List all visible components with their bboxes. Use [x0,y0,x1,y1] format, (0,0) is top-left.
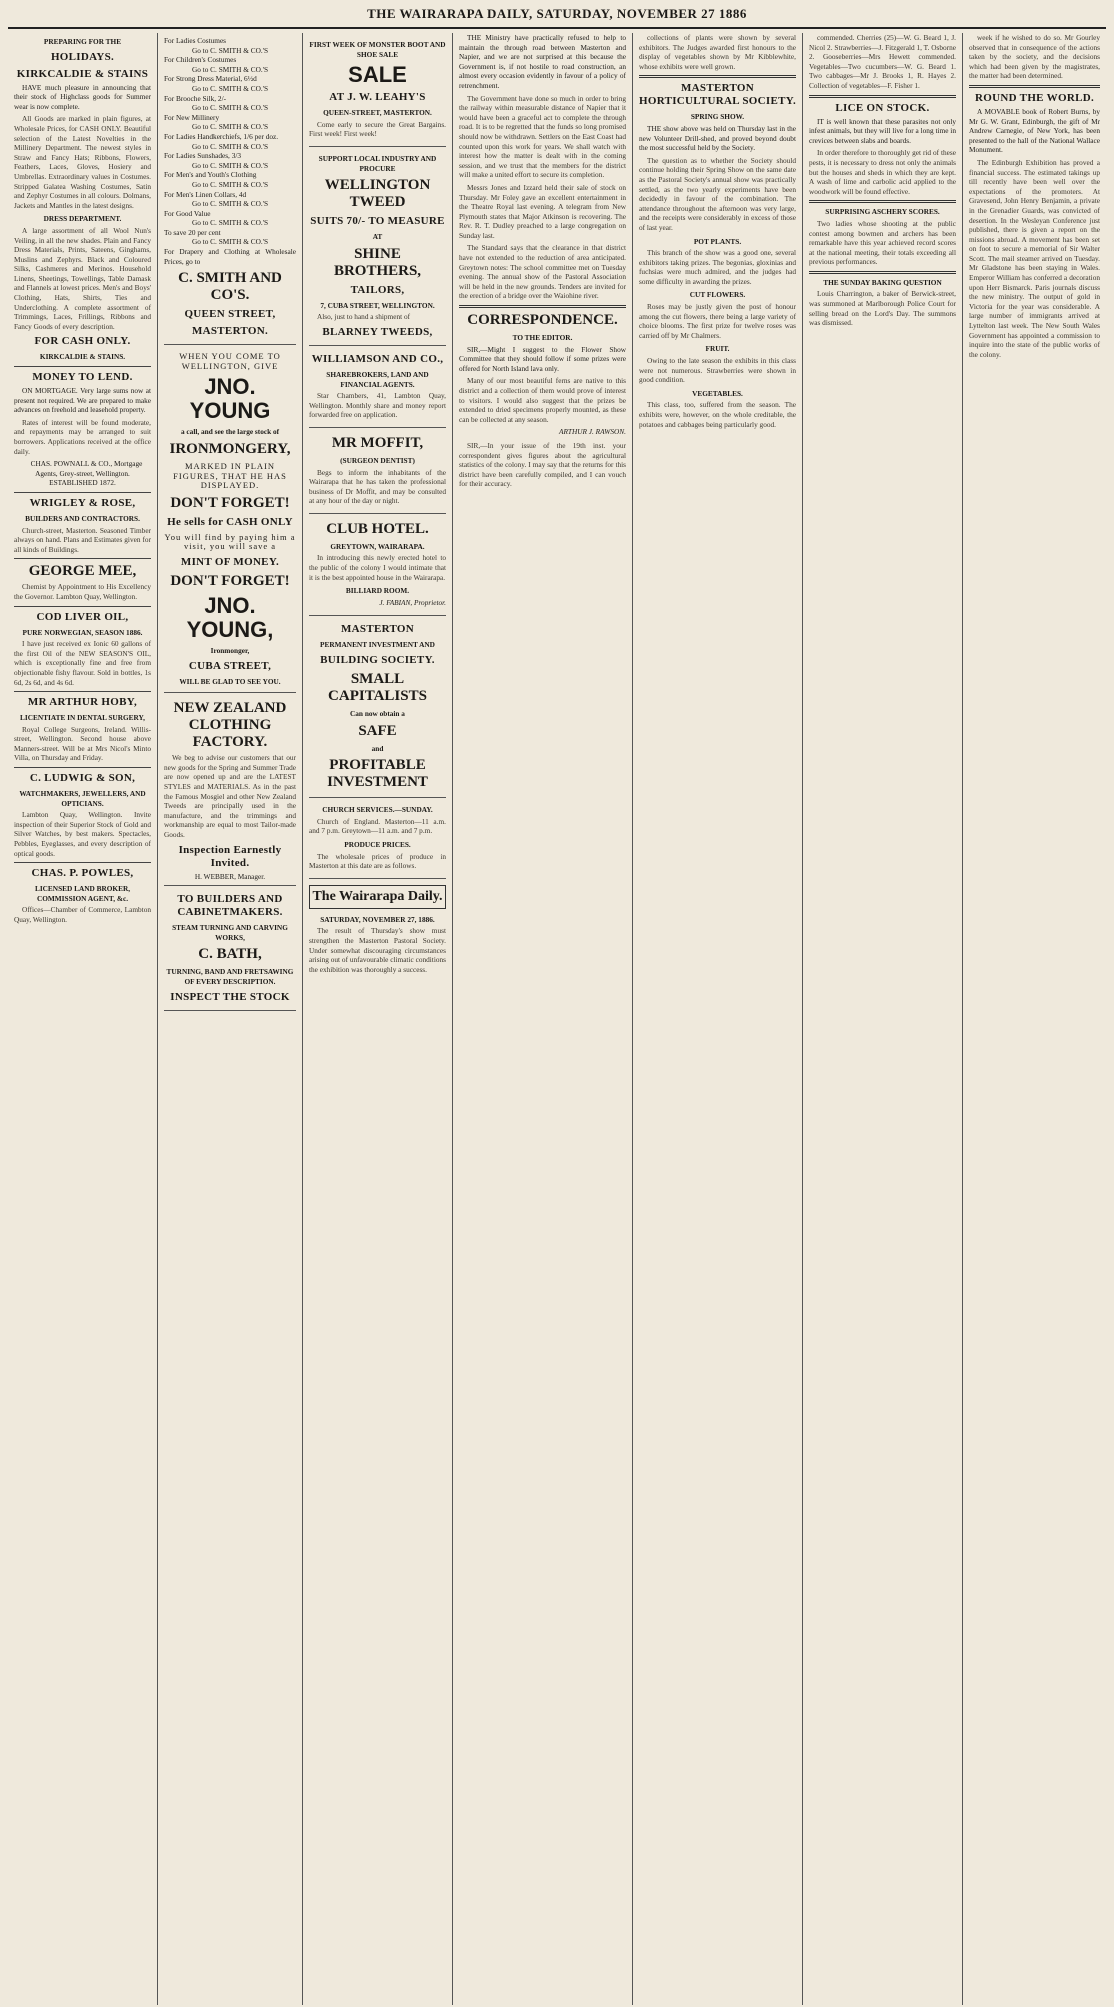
ad-goto: Go to C. SMITH & CO.'S [191,160,269,170]
kirkcaldie-intro: HAVE much pleasure in announcing that their stock of Highclass goods for Summer wear is now complete. [14,82,151,111]
page-title: THE WAIRARAPA DAILY, SATURDAY, NOVEMBER 27 1886 [367,6,747,21]
csmith-heading: C. SMITH AND CO'S. [178,270,282,304]
spring-show-heading: SPRING SHOW. [690,112,745,122]
pownall-agents: CHAS. POWNALL & CO., Mortgage Agents, Grey-street, Wellington. ESTABLISHED 1872. [30,459,143,488]
williamson-ad [309,346,446,428]
ad-goto: Go to C. SMITH & CO.'S [191,122,269,132]
column-5 [633,33,803,2005]
filler-text: Also, just to hand a shipment of [317,312,411,322]
filler-text: Church of England. Masterton—11 a.m. and 7 p.m. Greytown—11 a.m. and 7 p.m. [309,816,446,836]
ironmonger-line: Ironmonger, [210,646,250,655]
round-world-heading: ROUND THE WORLD. [975,91,1094,104]
ludwig-sub: WATCHMAKERS, JEWELLERS, AND OPTICIANS. [19,789,146,808]
cash-only-line: He sells for CASH ONLY [167,515,293,528]
filler-text: Star Chambers, 41, Lambton Quay, Wellington. Monthly share and money report forwarded free on application. [309,391,446,420]
ad-line: For Ladies Handkerchiefs, 1/6 per doz. [164,131,279,141]
surgeon-line: (SURGEON DENTIST) [340,455,415,465]
ad-line: For Strong Dress Material, 6½d [164,74,257,84]
filler-text: Church-street, Masterton. Seasoned Timber always on hand. Plans and Estimates given for all kinds of Buildings. [14,525,151,554]
filler-text: All Goods are marked in plain figures, at Wholesale Prices, for CASH ONLY. Beautiful selection of the Latest Novelties in the Millinery Department. The newest styles in Straw and Fancy Hats; Ribbons, Flowers, Feathers, Laces, Gloves, Hosiery and Umbrellas. Extraordinary values in Costumes. Stripped Galatea Washing Costumes, Satin and Zephyr Costumes in all colours. Dolmans, Jackets and Mantles in the latest designs. [14,114,151,210]
sharebrokers-line: SHAREBROKERS, LAND AND FINANCIAL AGENTS. [326,369,429,389]
filler-text: The question as to whether the Society should continue holding their Spring Show on the same date as the Pastoral Society's annual show was practically settled, as the two yearly experiments have been decidedly in favour of the combination. The attendance throughout the afternoon was very large, and the receipts were considerably in excess of those of last year. [639,155,796,232]
ad-goto: Go to C. SMITH & CO.'S [191,218,269,228]
filler-text: We beg to advise our customers that our new goods for the Spring and Summer Trade are now opened up and are the LATEST STYLES and MATERIALS. As in the past the Famous Mosgiel and other New Zealand Tweeds are principally used in the manufacture, and the trimmings and workmanship are equal to most Tailor-made Goods. [164,753,296,839]
jno-young-heading-2: JNO. YOUNG, [186,593,274,642]
column-6 [803,33,963,2005]
filler-text: The result of Thursday's show must strengthen the Masterton Pastoral Society. Under somewhat discouraging circumstances arising out of unfavourable climatic conditions the exhibition was thoroughly a success. [309,926,446,974]
sunday-baking-heading: THE SUNDAY BAKING QUESTION [823,277,942,287]
ironmongery-heading: IRONMONGERY, [169,441,291,458]
george-mee-heading: GEORGE MEE, [28,563,137,580]
column-2 [158,33,303,2005]
steam-heading: STEAM TURNING AND CARVING WORKS, [172,923,288,942]
filler-text: This branch of the show was a good one, several exhibitors taking prizes. The begonias, gloxinias and fuchsias were much admired, and the judges had some difficulty in awarding the prizes. [639,248,796,286]
glad-line: WILL BE GLAD TO SEE YOU. [179,676,281,686]
hoby-sub: LICENTIATE IN DENTAL SURGERY, [20,713,145,723]
shine-ad [309,147,446,346]
church-ad [309,798,446,879]
obtain-line: Can now obtain a [350,709,405,719]
moffit-heading: MR MOFFIT, [331,434,424,451]
money-text: ON MORTGAGE. Very large sums now at present not required. We are prepared to make advances on freehold and leasehold property. [14,386,151,415]
produce-heading: PRODUCE PRICES. [344,840,411,849]
date-line: SATURDAY, NOVEMBER 27, 1886. [320,914,435,924]
column-3 [303,33,453,2005]
column-4 [453,33,633,2005]
shine-heading: SHINE BROTHERS, [333,245,422,279]
powles-sub: LICENSED LAND BROKER, COMMISSION AGENT, &c. [34,884,131,903]
masterton-line: MASTERTON [340,623,414,636]
nz-clothing-ad [164,693,296,886]
lice-heading: LICE ON STOCK. [835,101,930,114]
filler-text: Royal College Surgeons, Ireland. Willis-street, Wellington. Second house above Manners-street. Will be at Mrs Nicol's Minto Villa, on Thursday and Friday. [14,724,151,763]
kirkcaldie-heading-2: KIRKCALDIE & STAINS. [39,352,126,362]
letter-text: SIR,—Might I suggest to the Flower Show Committee that they should follow if some prizes were offered for North Island lava only. [459,344,626,373]
filler-text: The Standard says that the clearance in that district have not extended to the reduction of area anticipated. Greytown notes: The school committee met on Tuesday evening. The annual show of the Pastoral Association will be held in the new grounds. Tenders are invited for the erection of a bridge over the Waiohine river. [459,243,626,301]
filler-text: Many of our most beautiful ferns are native to this district and a collection of them would prove of interest to visitors. I would also suggest that the prizes be extended to dried specimens properly mounted, as these can be collected at any season. [459,376,626,424]
builders-heading: BUILDERS AND CONTRACTORS. [25,513,140,523]
dont-forget-heading: DON'T FORGET! [170,494,290,511]
ad-line: For Brooche Silk, 2/- [164,93,227,103]
church-heading: CHURCH SERVICES.—SUNDAY. [322,805,433,815]
ad-goto: Go to C. SMITH & CO.'S [191,141,269,151]
williamson-heading: WILLIAMSON AND CO., [311,352,444,365]
csmith-ad [164,33,296,345]
ad-line: For New Millinery [164,112,220,122]
masthead [8,4,1106,29]
bath-ad [164,886,296,1010]
safe-heading: SAFE [358,722,397,739]
wellington-tweed-heading: WELLINGTON TWEED [324,177,431,211]
marked-line: MARKED IN PLAIN FIGURES, THAT HE HAS DISPLAYED. [173,461,287,491]
filler-text: Begs to inform the inhabitants of the Wairarapa that he has taken the professional business of Dr Moffit, and may be consulted at any hour of the day or night. [309,467,446,506]
ad-line: For Drapery and Clothing at Wholesale Prices, go to [164,247,296,266]
prep-heading: PREPARING FOR THE [43,37,122,46]
column-7 [963,33,1106,2005]
support-line: SUPPORT LOCAL INDUSTRY AND PROCURE [318,153,437,173]
saving-line: You will find by paying him a visit, you will save a [164,531,296,552]
tailors-heading: TAILORS, [350,283,405,296]
ad-line: For Men's and Youth's Clothing [164,170,257,180]
club-ad [309,514,446,617]
ad-goto: Go to C. SMITH & CO.'S [191,45,269,55]
building-society-ad [309,616,446,798]
jno-young-heading: JNO. YOUNG [189,374,271,424]
inspect-heading: INSPECT THE STOCK [170,990,290,1003]
cuba-line: 7, CUBA STREET, WELLINGTON. [320,300,435,310]
call-line: a call, and see the large stock of [180,427,280,437]
ad-goto: Go to C. SMITH & CO.'S [191,199,269,209]
filler-text: Roses may be justly given the post of honour among the cut flowers, there being a large variety of choice blooms. The first prize for twelve roses was carried off by Mr Chalmers. [639,302,796,340]
filler-text: Chemist by Appointment to His Excellency the Governor. Lambton Quay, Wellington. [14,582,151,601]
filler-text: Offices—Chamber of Commerce, Lambton Quay, Wellington. [14,905,151,924]
ad-line: For Ladies Sunshades, 3/3 [164,151,242,161]
filler-text: In introducing this newly erected hotel to the public of the colony I would intimate that it is the best appointed house in the Wairarapa. [309,553,446,582]
permanent-line: PERMANENT INVESTMENT AND [320,640,435,650]
correspondence-heading: CORRESPONDENCE. [467,312,618,329]
aschery-heading: SURPRISING ASCHERY SCORES. [825,207,940,217]
filler-text: Lambton Quay, Wellington. Invite inspection of their Superior Stock of Gold and Silver Watches, by best makers. Spectacles, Pebbles, Eyeglasses, and every description of optical goods. [14,810,151,858]
filler-text: The Government have done so much in order to bring the railway within measurable distance of Napier that it would have been a graceful act to complete the through road. It is to be regretted that the funds so long promised should now be withdrawn. Settlers on the East Coast had counted upon this work for years. We shall watch with interest how the matter is dealt with in the coming session, and we trust that the members for the district will make a united effort to secure its completion. [459,93,626,180]
when-line: WHEN YOU COME TO WELLINGTON, GIVE [179,351,281,371]
ad-goto: Go to C. SMITH & CO.'S [191,237,269,247]
profitable-heading: PROFITABLE INVESTMENT [327,757,428,791]
lice-text: IT is well known that these parasites not only infest animals, but they will live for a long time in crevices between slabs and boards. [809,116,956,145]
billiard-line: BILLIARD ROOM. [345,586,410,596]
vegetables-heading: VEGETABLES. [692,388,743,398]
ad-line: For Good Value [164,208,211,218]
cod-liver-heading: COD LIVER OIL, [36,610,129,623]
leahy-heading: AT J. W. LEAHY'S [329,91,426,104]
suits-line: SUITS 70/- TO MEASURE [310,215,445,228]
filler-text: In order therefore to thoroughly get rid of these pests, it is necessary to dress not only the animals but the houses and sheds in which they are kept. A wash of lime and carbolic acid applied to the woodwork will be found effective. [809,148,956,196]
filler-text: collections of plants were shown by several exhibitors. The Judges awarded first honours to the display of vegetables shown by Mr Kibblewhite, whose exhibits were well grown. [639,33,796,71]
ad-goto: Go to C. SMITH & CO.'S [191,64,269,74]
filler-text: commended. Cherries (25)—W. G. Beard 1, J. Nicol 2. Strawberries—J. Fitzgerald 1, T. Osborne 2. Gooseberries—Mrs Hewett commended. Vegetables—Two cucumbers—W. G. Beard 1. Two cabbages—Mr J. Brooks 1, R. Hayes 2. Collection of vegetables—F. Fisher 1. [809,33,956,90]
filler-text: I have just received ex Ionic 60 gallons of the first Oil of the NEW SEASON'S OIL, which is exceptionally fine and free from objectionable fishy flavour. Sold in bottles, 1s 6d, 2s 6d, and 4s 6d. [14,639,151,687]
queen-street: QUEEN STREET, [184,308,276,321]
column-1 [8,33,158,2005]
turning-heading: TURNING, BAND AND FRETSAWING OF EVERY DESCRIPTION. [166,967,294,986]
filler-text: Louis Charrington, a baker of Berwick-street, was summoned at Marlborough Police Court for selling bread on the Lord's Day. The summons was dismissed. [809,289,956,328]
powles-heading: CHAS. P. POWLES, [31,867,134,880]
filler-text: The Edinburgh Exhibition has proved a financial success. The estimated takings up till recently have been well over the expectations of the promoters. At Gravesend, John Henry Benjamin, a private in the Grenadier Guards, was convicted of desertion. In the Wesleyan Conference just published, there is given a report on the missions abroad. A movement has been set on foot to secure a memorial of Sir Walter Scott. The mail steamer arrived on Tuesday. Mr Gladstone has been staying in Wales. Emperor William has conferred a decoration upon Herr Bismarck. Paris journals discuss the new ministry. The output of gold in Victoria for the year was considerable. A large number of immigrants arrived at Lyttelton last week. The New South Wales Government has appointed a commission to inquire into the state of the public works of the colony. [969,157,1100,359]
kirkcaldie-heading: KIRKCALDIE & STAINS [16,67,149,80]
leahy-ad [309,33,446,147]
mint-line: MINT OF MONEY. [180,556,280,568]
ludwig-heading: C. LUDWIG & SON, [29,772,136,785]
letter-signoff: ARTHUR J. RAWSON. [558,427,626,437]
ad-line: To save 20 per cent [164,227,221,237]
wrigley-heading: WRIGLEY & ROSE, [29,496,136,509]
building-heading: BUILDING SOCIETY. [320,654,435,667]
columns [8,33,1106,2005]
builders-heading: TO BUILDERS AND CABINETMAKERS. [177,893,283,919]
show-text: THE show above was held on Thursday last in the new Volunteer Drill-shed, and proved beyond doubt the most successful held by the Society. [639,123,796,153]
fruit-heading: FRUIT. [705,344,730,354]
filler-text: week if he wished to do so. Mr Gourley observed that in consequence of the actions taken by the society, and the decisions which had been given by the magistrates, the matter had been determined. [969,33,1100,81]
ad-goto: Go to C. SMITH & CO.'S [191,179,269,189]
ad-line: For Children's Costumes [164,55,237,65]
horticultural-heading: MASTERTON HORTICULTURAL SOCIETY. [639,82,797,108]
fabian-line: J. FABIAN, Proprietor. [379,597,446,607]
small-capitalists-heading: SMALL CAPITALISTS [328,671,427,705]
ad-line: For Men's Linen Collars, 4d [164,189,247,199]
filler-text: Messrs Jones and Izzard held their sale of stock on Thursday. Mr Foley gave an excellent entertainment in the Theatre Royal last evening. A telegram from New Plymouth states that Major Atkinson is recovering. The Rev. R. T. Dudley preached to a large congregation on Sunday last. [459,182,626,240]
and-line: and [371,743,384,753]
cod-liver-sub: PURE NORWEGIAN, SEASON 1886. [22,627,143,637]
greytown-line: GREYTOWN, WAIRARAPA. [330,541,425,551]
cash-only-heading: FOR CASH ONLY. [34,335,131,348]
nz-clothing-heading: NEW ZEALAND CLOTHING FACTORY. [173,700,287,751]
club-heading: CLUB HOTEL. [326,520,429,537]
ad-line: For Ladies Costumes [164,36,227,45]
at-line: AT [372,232,383,242]
filler-text: Come early to secure the Great Bargains. First week! First week! [309,119,446,139]
blarney-heading: BLARNEY TWEEDS, [322,325,433,338]
filler-text: The wholesale prices of produce in Masterton at this date are as follows. [309,851,446,871]
ad-goto: Go to C. SMITH & CO.'S [191,83,269,93]
pot-plants-heading: POT PLANTS. [693,236,742,246]
moffit-ad [309,428,446,514]
round-world-text: A MOVABLE book of Robert Burns, by Mr G. W. Grant, Edinburgh, the gift of Mr Andrew Carnegie, of New York, has been presented to the hall of the National Wallace Monument. [969,106,1100,155]
masterton-label: MASTERTON. [191,325,269,338]
filler-text: A large assortment of all Wool Nun's Veiling, in all the new shades. Plain and Fancy Dress Materials, Prints, Sateens, Ginghams, Muslins and Zephyrs. Black and Coloured Silks, Cashmeres and Merinos. Household Linens, Sheetings, Towellings, Table Damask and Flannels at lowest prices. Men's and Boys' Clothing, Hats, Shirts, Ties and Underclothing. A complete assortment of Trimmings, Laces, Frillings, Ribbons and Fancy Goods of every description. [14,225,151,331]
filler-text: SIR,—In your issue of the 19th inst. your correspondent gives figures about the agricultural statistics of the colony. I may say that the returns for this district have been carefully compiled, and I can vouch for their accuracy. [459,440,626,489]
first-week-line: FIRST WEEK OF MONSTER BOOT AND SHOE SALE [309,40,446,59]
filler-text: This class, too, suffered from the season. The exhibits were, however, on the whole creditable, the potatoes and cabbages being particularly good. [639,400,796,429]
cuba-street: CUBA STREET, [188,659,272,672]
dont-forget-heading-2: DON'T FORGET! [170,573,290,589]
jno-young-ad [164,345,296,693]
money-heading: MONEY TO LEND. [32,371,133,384]
bath-heading: C. BATH, [198,946,262,963]
holidays-heading: HOLIDAYS. [50,50,115,63]
hoby-heading: MR ARTHUR HOBY, [27,696,138,709]
sale-heading: SALE [348,62,407,88]
to-editor-line: TO THE EDITOR. [512,333,573,343]
filler-text: Two ladies whose shooting at the public contest among bowmen and archers has been remarkable have this year achieved record scores at the national meeting, their totals exceeding all previous performances. [809,218,956,267]
leader-article: THE Ministry have practically refused to help to maintain the through road between Masterton and Napier, and we are not surprised at this because the Government is, if not hostile to road construction, an almost every occasion evidently in favour of a policy of retrenchment. [459,33,626,90]
daily-banner: The Wairarapa Daily. [309,885,446,909]
webber-line: H. WEBBER, Manager. [194,871,266,881]
cut-flowers-heading: CUT FLOWERS. [689,290,746,300]
filler-text: Rates of interest will be found moderate, and repayments may be arranged to suit borrowers. Applications received at the office daily. [14,417,151,456]
queen-line: QUEEN-STREET, MASTERTON. [323,108,432,118]
dress-dept-heading: DRESS DEPARTMENT. [43,214,122,224]
inspection-heading: Inspection Earnestly Invited. [178,843,282,869]
filler-text: Owing to the late season the exhibits in this class were not numerous. Strawberries were shown in good condition. [639,356,796,385]
ad-goto: Go to C. SMITH & CO.'S [191,103,269,113]
